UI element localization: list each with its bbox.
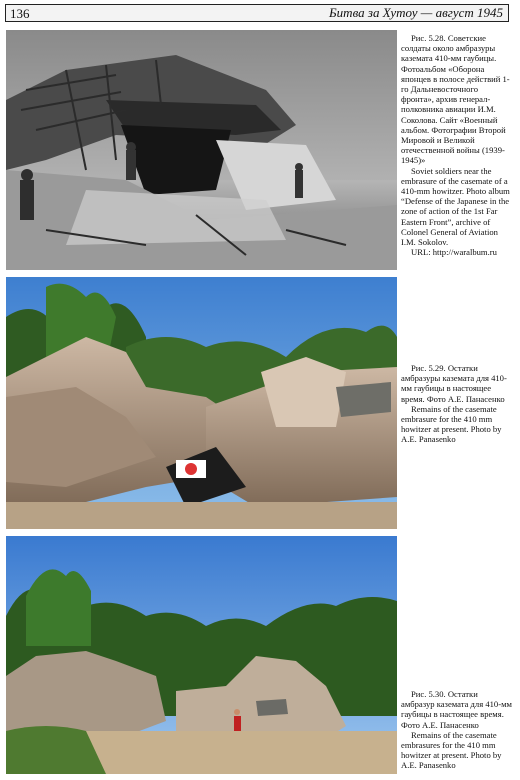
caption-ru: Рис. 5.30. Остатки амбразур каземата для 410-мм гаубицы в настоящее время. Фото А.Е. Панасенко xyxy=(401,689,512,730)
caption-fig-5-28 xyxy=(401,33,513,257)
photo-casemate-remains-2 xyxy=(6,536,397,774)
page-number: 136 xyxy=(10,6,30,21)
caption-ru: Рис. 5.29. Остатки амбразуры каземата для 410-мм гаубицы в настоящее время. Фото А.Е. Панасенко xyxy=(401,363,507,404)
caption-ru: Рис. 5.28. Советские солдаты около амбразуры каземата 410-мм гаубицы. Фотоальбом «Оборона японцев в полосе действий 1-го Дальневосточного фронта», архив генерал-полковника авиации И.М. Соколова. Сайт «Военный альбом. Фотографии Второй Мировой и Великой отечественной войны (1939-1945)» xyxy=(401,33,510,166)
photo-casemate-remains-1 xyxy=(6,277,397,529)
caption-fig-5-30 xyxy=(401,689,513,771)
page-header xyxy=(5,4,509,22)
caption-fig-5-29 xyxy=(401,363,513,445)
photo-ww2-casemate xyxy=(6,30,397,270)
caption-en: Soviet soldiers near the embrasure of the casemate of a 410-mm howitzer. Photo album “Defense of the Japanese in the zone of action of the 1st Far Eastern Front”, archive of Colonel General of Aviation I.M. Sokolov. xyxy=(401,165,510,248)
caption-en: Remains of the casemate embrasures for the 410 mm howitzer at present. Photo by A.E. Panasenko xyxy=(401,729,502,771)
running-title: Битва за Хутоу — август 1945 xyxy=(329,5,503,20)
caption-en: Remains of the casemate embrasure for the 410 mm howitzer at present. Photo by A.E. Panasenko xyxy=(401,403,502,445)
caption-url: URL: http://waralbum.ru xyxy=(411,247,497,258)
